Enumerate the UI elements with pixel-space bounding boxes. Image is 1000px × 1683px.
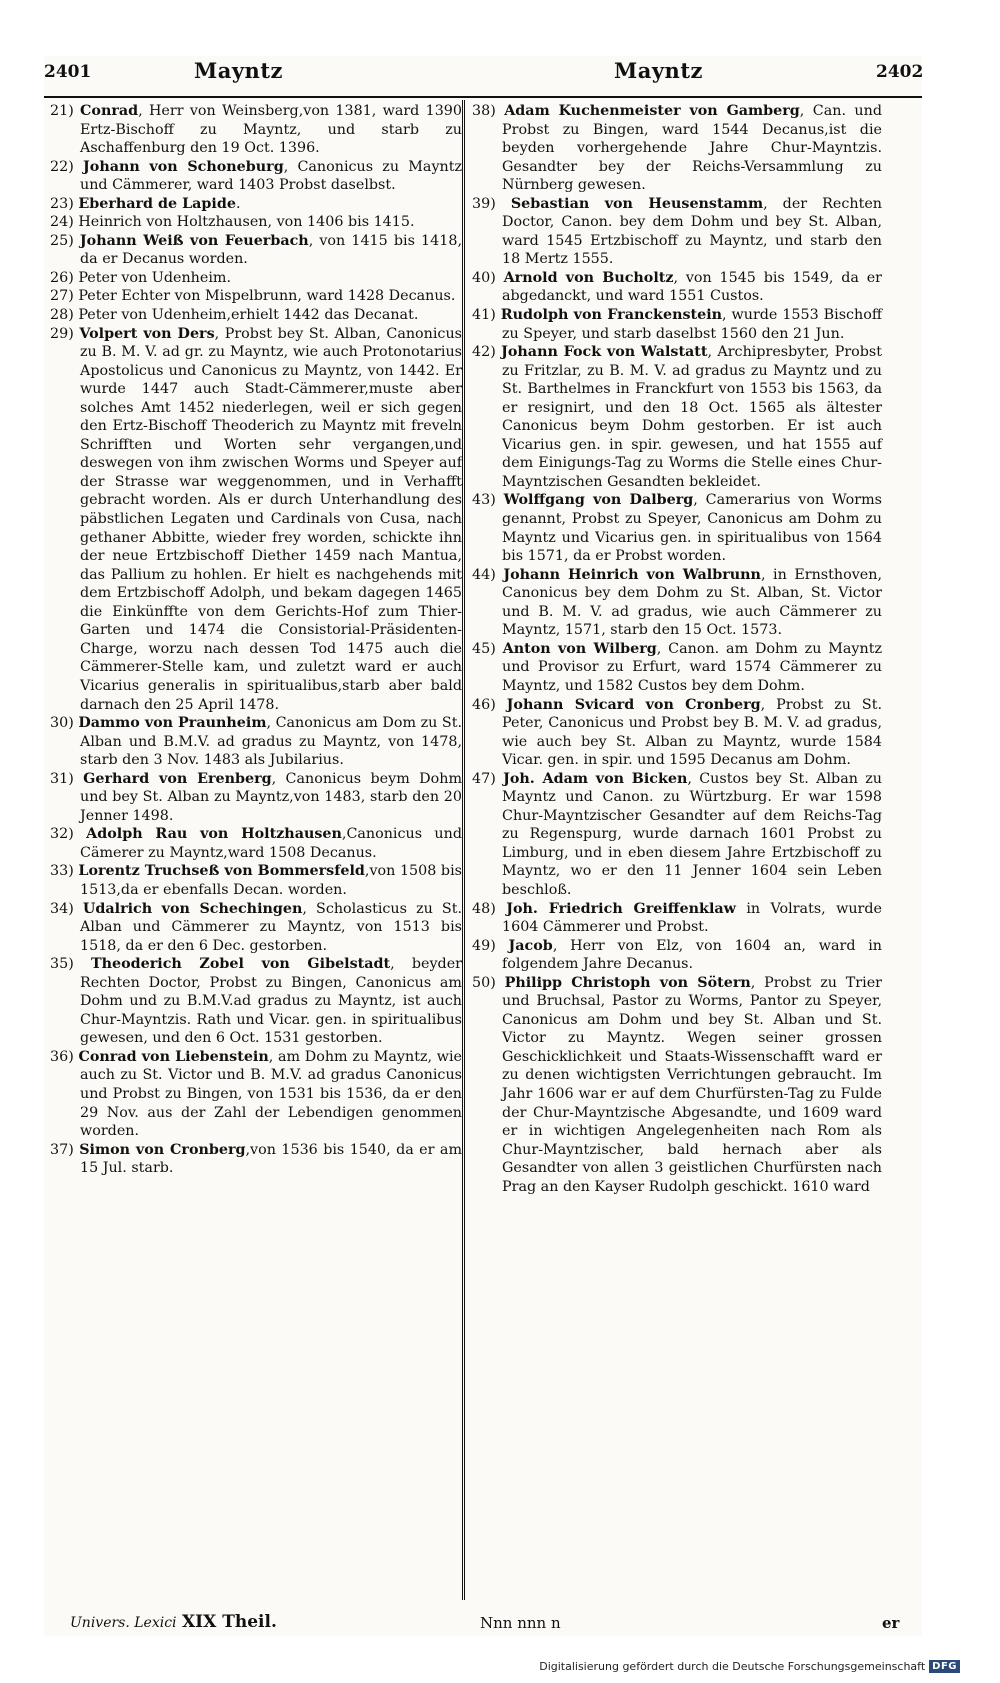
entry-text: , Canonicus zu Mayntz und Cämmerer, ward 1403 Probst daselbst. bbox=[80, 158, 463, 194]
entry-name: Johann Weiß von Feuerbach bbox=[79, 232, 309, 249]
credit-text: Digitalisierung gefördert durch die Deutsche Forschungsgemeinschaft bbox=[539, 1660, 926, 1673]
entry-number: 32) bbox=[50, 826, 74, 843]
entry-number: 38) bbox=[472, 103, 496, 119]
entry-name: Simon von Cronberg bbox=[79, 1141, 246, 1158]
entry-name: Jacob bbox=[508, 937, 553, 954]
entry-number: 50) bbox=[472, 974, 496, 991]
entry-text: Heinrich von Holtzhausen, von 1406 bis 1415. bbox=[78, 214, 415, 231]
entry-text: ,von 1536 bis 1540, da er am 15 Jul. starb. bbox=[80, 1141, 462, 1177]
entry-name: Johann Heinrich von Walbrunn bbox=[503, 566, 761, 583]
entry-name: Gerhard von Erenberg bbox=[83, 770, 272, 787]
register-entry bbox=[472, 900, 882, 937]
entry-text: , Canon. am Dohm zu Mayntz und Provisor zu Erfurt, ward 1574 Cämmerer zu Mayntz, und 1582 Custos bey dem Dohm. bbox=[502, 640, 882, 694]
entry-text: , von 1545 bis 1549, da er abgedanckt, und ward 1551 Custos. bbox=[502, 269, 883, 305]
entry-text: , Archipresbyter, Probst zu Fritzlar, zu B. M. V. ad gradus zu Mayntz und zu St. Barthelmes in Franckfurt von 1553 bis 1563, da er resignirt, und den 18 Oct. 1565 als ältester Canonicus beym Dohm gestorben. Er ist auch Vicarius gen. in spir. gewesen, und hat 1555 auf dem Einigungs-Tag zu Worms die Stelle eines Chur-Mayntzischen Gesandten bekleidet. bbox=[502, 344, 882, 490]
entry-text: Peter von Udenheim,erhielt 1442 das Decanat. bbox=[78, 307, 419, 324]
entry-text: , Canonicus am Dom zu St. Alban und B.M.V. ad gradus zu Mayntz, von 1478, starb den 3 Nov. 1483 als Jubilarius. bbox=[80, 715, 462, 769]
entry-text: , Herr von Elz, von 1604 an, ward in folgendem Jahre Decanus. bbox=[502, 937, 882, 973]
entry-text: , Probst bey St. Alban, Canonicus zu B. M. V. ad gr. zu Mayntz, wie auch Protonotarius Apostolicus und Canonicus zu Mayntz, von 1442. Er wurde 1447 auch Stadt-Cämmerer,muste aber solches Amt 1452 niederlegen, weil er sich gegen den Ertz-Bischoff Theoderich zu Mayntz mit freveln Schrifften und Worten sehr vergangen,und deswegen von ihm zwischen Worms und Speyer auf der Strasse war weggenommen, und in Verhafft gebracht worden. Als er durch Unterhandlung des päbstlichen Legaten und Cardinals von Cusa, nach gethaner Abbitte, wieder frey worden, schickte ihn der neue Ertzbischoff Diether 1459 nach Mantua, das Pallium zu hohlen. Er hielt es nachgehends mit dem Ertzbischoff Adolph, und bekam dagegen 1465 die Einkünffte von dem Gerichts-Hof zum Thier-Garten und 1474 die Consistorial-Präsidenten-Charge, worzu nach dessen Tod 1475 auch die Cämmerer-Stelle kam, und zuletzt ward er auch Vicarius generalis in spiritualibus,starb aber bald darnach den 25 April 1478. bbox=[80, 325, 462, 713]
register-entry bbox=[50, 158, 462, 195]
entry-number: 43) bbox=[472, 492, 496, 509]
entry-number: 47) bbox=[472, 770, 496, 787]
digitization-credit bbox=[539, 1660, 960, 1673]
right-column bbox=[472, 102, 882, 1196]
register-entry bbox=[50, 900, 462, 956]
entry-number: 23) bbox=[50, 195, 74, 212]
register-entry bbox=[472, 566, 882, 640]
register-entry bbox=[50, 770, 462, 826]
entry-name: Wolffgang von Dalberg bbox=[503, 492, 694, 509]
entry-number: 26) bbox=[50, 269, 74, 286]
register-entry bbox=[50, 102, 462, 158]
register-entry bbox=[50, 269, 462, 288]
entry-name: Udalrich von Schechingen bbox=[82, 900, 303, 917]
entry-number: 22) bbox=[50, 158, 74, 175]
entry-name: Johann Svicard von Cronberg bbox=[506, 696, 761, 713]
entry-number: 24) bbox=[50, 214, 74, 231]
entry-text: , Camerarius von Worms genannt, Probst zu Speyer, Canonicus am Dohm zu Mayntz und Vicarius gen. in spiritualibus von 1564 bis 1571, da er Probst worden. bbox=[502, 492, 882, 565]
left-page-number: 2401 bbox=[44, 62, 92, 82]
entry-number: 48) bbox=[472, 900, 496, 917]
register-entry bbox=[50, 955, 462, 1048]
entry-number: 40) bbox=[472, 269, 496, 286]
signature-mark: Nnn nnn n bbox=[480, 1614, 561, 1632]
entry-number: 34) bbox=[50, 900, 74, 917]
entry-text: , wurde 1553 Bischoff zu Speyer, und starb daselbst 1560 den 21 Jun. bbox=[502, 307, 883, 342]
register-entry bbox=[472, 491, 882, 565]
entry-number: 31) bbox=[50, 770, 74, 787]
entry-text: , Probst zu Trier und Bruchsal, Pastor zu Worms, Pantor zu Speyer, Canonicus am Dohm und bey St. Alban und St. Victor zu Mayntz. Wegen seiner grossen Geschicklichkeit und Staats-Wissenschafft ward er zu denen wichtigsten Verrichtungen gebraucht. Im Jahr 1606 war er auf dem Churfürsten-Tag zu Fulde der Chur-Mayntzische Abgesandte, und 1609 ward er in wichtigen Angelegenheiten nach Rom als Chur-Mayntzischer, bald hernach aber als Gesandter von allen 3 geistlichen Churfürsten nach Prag an den Kayser Rudolph geschickt. 1610 ward bbox=[502, 974, 883, 1195]
entry-text: in Volrats, wurde 1604 Cämmerer und Probst. bbox=[502, 900, 882, 936]
register-entry bbox=[50, 213, 462, 232]
register-entry bbox=[50, 195, 462, 214]
entry-text: . bbox=[235, 195, 241, 212]
entry-number: 28) bbox=[50, 307, 74, 324]
entry-text: ,Canonicus und Cämerer zu Mayntz,ward 1508 Decanus. bbox=[80, 826, 462, 861]
page-header bbox=[44, 56, 922, 94]
entry-name: Joh. Friedrich Greiffenklaw bbox=[506, 900, 736, 917]
entry-name: Eberhard de Lapide bbox=[78, 195, 236, 212]
entry-number: 42) bbox=[472, 344, 496, 361]
entry-number: 33) bbox=[50, 863, 74, 880]
register-entry bbox=[472, 306, 882, 343]
entry-number: 35) bbox=[50, 956, 74, 973]
entry-number: 45) bbox=[472, 640, 496, 657]
entry-text: , am Dohm zu Mayntz, wie auch zu St. Victor und B. M.V. ad gradus Canonicus und Probst zu Bingen, von 1531 bis 1536, da er den 29 Nov. aus der Zahl der Lebendigen genommen worden. bbox=[80, 1048, 463, 1140]
register-entry bbox=[50, 1141, 462, 1178]
register-entry bbox=[50, 287, 462, 306]
entry-name: Conrad bbox=[80, 103, 139, 119]
entry-name: Joh. Adam von Bicken bbox=[503, 770, 688, 787]
entry-number: 27) bbox=[50, 288, 74, 305]
entry-number: 30) bbox=[50, 715, 74, 732]
entry-number: 39) bbox=[472, 195, 496, 212]
entry-text: , Scholasticus zu St. Alban und Cämmerer zu Mayntz, von 1513 bis 1518, da er den 6 Dec. gestorben. bbox=[80, 900, 463, 954]
entry-name: Lorentz Truchseß von Bommersfeld bbox=[78, 863, 365, 880]
register-entry bbox=[50, 862, 462, 899]
left-column bbox=[50, 102, 462, 1178]
right-page-number: 2402 bbox=[876, 62, 924, 82]
register-entry bbox=[50, 825, 462, 862]
entry-name: Arnold von Bucholtz bbox=[503, 269, 674, 286]
entry-name: Philipp Christoph von Sötern bbox=[504, 974, 751, 991]
register-entry bbox=[50, 714, 462, 770]
register-entry bbox=[50, 325, 462, 714]
entry-text: Peter Echter von Mispelbrunn, ward 1428 Decanus. bbox=[78, 288, 456, 305]
entry-name: Adolph Rau von Holtzhausen bbox=[86, 826, 342, 843]
entry-name: Johann von Schoneburg bbox=[83, 158, 284, 175]
entry-text: Peter von Udenheim. bbox=[78, 269, 232, 286]
register-entry bbox=[472, 640, 882, 696]
register-entry bbox=[472, 269, 882, 306]
register-entry bbox=[472, 696, 882, 770]
left-running-title: Mayntz bbox=[194, 58, 283, 83]
header-rule bbox=[44, 96, 922, 98]
entry-name: Anton von Wilberg bbox=[502, 640, 657, 657]
entry-text: , Probst zu St. Peter, Canonicus und Probst bey B. M. V. ad gradus, wie auch bey St. Alban zu Mayntz, wurde 1584 Vicar. gen. in spir. und 1595 Decanus am Dohm. bbox=[502, 696, 882, 769]
entry-name: Dammo von Praunheim bbox=[78, 715, 267, 732]
register-entry bbox=[50, 232, 462, 269]
entry-number: 41) bbox=[472, 307, 496, 324]
column-divider bbox=[462, 100, 465, 1600]
entry-number: 44) bbox=[472, 566, 496, 583]
dfg-logo-icon: DFG bbox=[929, 1660, 960, 1673]
register-entry bbox=[50, 1048, 462, 1141]
register-entry bbox=[50, 306, 462, 325]
volume-footer bbox=[70, 1612, 277, 1632]
entry-name: Sebastian von Heusenstamm bbox=[510, 195, 764, 212]
entry-name: Johann Fock von Walstatt bbox=[501, 344, 708, 361]
volume-label: XIX Theil. bbox=[181, 1612, 277, 1632]
entry-text: , Herr von Weinsberg,von 1381, ward 1390 Ertz-Bischoff zu Mayntz, und starb zu Aschaffenburg den 19 Oct. 1396. bbox=[80, 103, 462, 157]
entry-text: , in Ernsthoven, Canonicus bey dem Dohm zu St. Alban, St. Victor und B. M. V. ad gradus, wie auch Cämmerer zu Mayntz, 1571, starb den 15 Oct. 1573. bbox=[502, 566, 882, 639]
entry-text: , der Rechten Doctor, Canon. bey dem Dohm und bey St. Alban, ward 1545 Ertzbischoff zu Mayntz, und starb den 18 Mertz 1555. bbox=[502, 195, 883, 268]
entry-number: 49) bbox=[472, 937, 496, 954]
entry-number: 25) bbox=[50, 232, 74, 249]
register-entry bbox=[472, 974, 882, 1197]
entry-name: Theoderich Zobel von Gibelstadt bbox=[90, 956, 391, 973]
entry-number: 37) bbox=[50, 1141, 74, 1158]
entry-text: , Custos bey St. Alban zu Mayntz und Canon. zu Würtzburg. Er war 1598 Chur-Mayntzischer Gesandter auf dem Reichs-Tag zu Regenspurg, wurde darnach 1601 Probst zu Limburg, und in eben diesem Jahre Ertzbischoff zu Mayntz, wo er den 11 Jenner 1604 sein Leben beschloß. bbox=[502, 770, 882, 898]
entry-number: 36) bbox=[50, 1048, 74, 1065]
entry-number: 21) bbox=[50, 103, 74, 119]
catchword: er bbox=[882, 1614, 900, 1632]
register-entry bbox=[472, 195, 882, 269]
register-entry bbox=[472, 770, 882, 900]
entry-name: Conrad von Liebenstein bbox=[78, 1048, 269, 1065]
entry-text: , beyder Rechten Doctor, Probst zu Bingen, Canonicus am Dohm und zu B.M.V.ad gradus zu Mayntz, ist auch Chur-Mayntzis. Rath und Vicar. gen. in spiritualibus gewesen, und den 6 Oct. 1531 gestorben. bbox=[80, 956, 463, 1047]
entry-text: , von 1415 bis 1418, da er Decanus worden. bbox=[80, 232, 462, 268]
register-entry bbox=[472, 937, 882, 974]
entry-name: Volpert von Ders bbox=[79, 325, 215, 342]
right-running-title: Mayntz bbox=[614, 58, 703, 83]
entry-name: Rudolph von Franckenstein bbox=[500, 307, 723, 324]
register-entry bbox=[472, 343, 882, 491]
register-entry bbox=[472, 102, 882, 195]
entry-text: , Canonicus beym Dohm und bey St. Alban zu Mayntz,von 1483, starb den 20 Jenner 1498. bbox=[80, 770, 462, 824]
lexicon-name: Univers. Lexici bbox=[70, 1615, 177, 1631]
entry-text: ,von 1508 bis 1513,da er ebenfalls Decan. worden. bbox=[80, 863, 462, 898]
entry-number: 46) bbox=[472, 696, 496, 713]
entry-number: 29) bbox=[50, 325, 74, 342]
entry-name: Adam Kuchenmeister von Gamberg bbox=[504, 103, 800, 119]
entry-text: , Can. und Probst zu Bingen, ward 1544 Decanus,ist die beyden vorhergehende Jahre Chur-Mayntzis. Gesandter bey der Reichs-Versammlung zu Nürnberg gewesen. bbox=[502, 103, 882, 194]
